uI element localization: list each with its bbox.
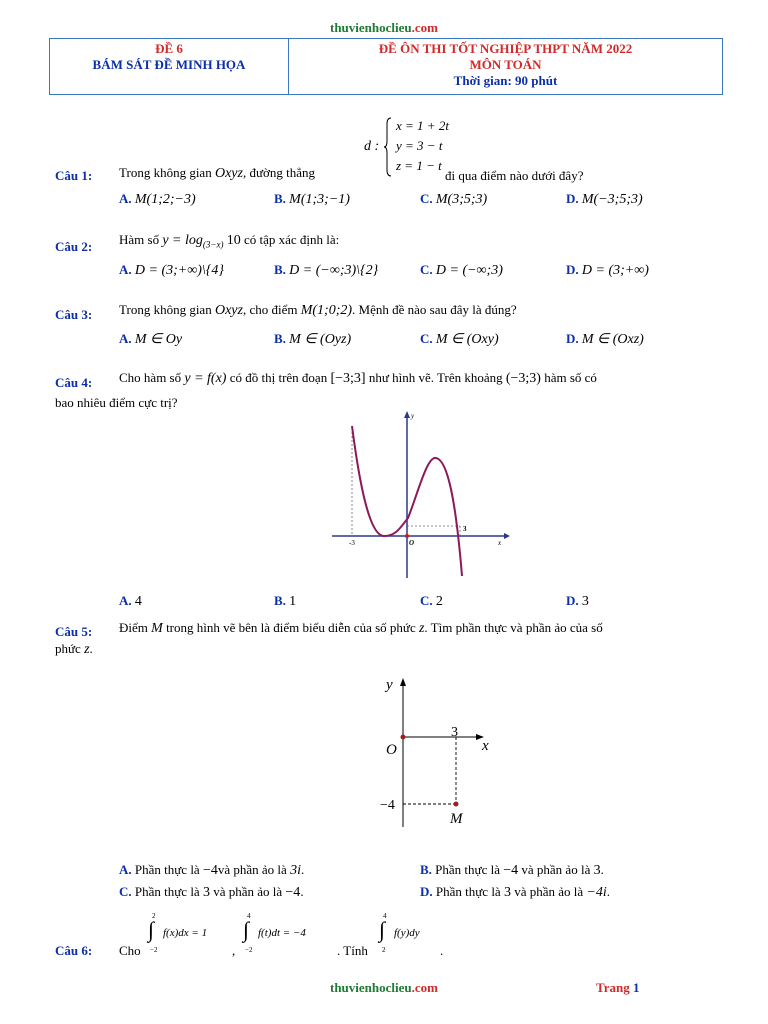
exam-code: ĐỀ 6 [155, 41, 183, 56]
page-number [596, 980, 639, 996]
y-axis-arrow [404, 411, 410, 418]
x-axis-arrow [504, 533, 510, 539]
q1-system-line: z = 1 − t [396, 158, 442, 173]
q2-option-c[interactable] [420, 262, 503, 279]
option-letter: B. [420, 862, 432, 877]
exam-title: ĐỀ ÔN THI TỐT NGHIỆP THPT NĂM 2022 [378, 41, 633, 56]
q2-math: y = log [162, 233, 203, 248]
integral-body: f(y)dy [394, 927, 420, 939]
option-value: D = (3;+∞)\{4} [134, 263, 224, 278]
origin-point [405, 534, 409, 538]
q5-text-part: . Tìm phần thực và phần ảo của số [424, 620, 603, 635]
site-name: thuvienhoclieu [330, 20, 412, 35]
site-tld: .com [411, 980, 438, 995]
site-header-link[interactable] [330, 20, 438, 36]
exam-code-block [50, 39, 288, 73]
q4-text-part: có đồ thị trên đoạn [229, 370, 328, 385]
q5-math: M [151, 621, 163, 636]
x-axis-label: x [498, 539, 502, 547]
q5-text-part: Điểm [119, 620, 148, 635]
q1-option-d[interactable] [566, 191, 643, 208]
option-letter: B. [274, 331, 286, 346]
page-label: Trang [596, 980, 630, 995]
exam-time: Thời gian: 90 phút [453, 73, 558, 88]
option-value: 3 [503, 885, 511, 900]
option-text: . [600, 862, 604, 877]
option-value: −4 [503, 863, 519, 878]
q1-text [119, 165, 315, 182]
q2-option-a[interactable] [119, 262, 224, 279]
q5-graph [370, 672, 500, 832]
integral-body: f(t)dt = −4 [258, 927, 306, 939]
q5-option-a[interactable] [119, 862, 304, 879]
y-axis-label: y [411, 412, 415, 420]
option-value: M(1;2;−3) [134, 192, 196, 207]
option-letter: A. [119, 593, 132, 608]
site-tld: .com [411, 20, 438, 35]
integral-lower: 2 [382, 946, 386, 954]
integral-body: f(x)dx = 1 [163, 927, 208, 939]
exam-title-block [289, 39, 722, 89]
option-value: M ∈ (Oxy) [435, 332, 499, 347]
option-value: M ∈ (Oyz) [289, 332, 352, 347]
q3-text [119, 302, 517, 319]
q5-text-line2 [55, 641, 93, 658]
option-value: M ∈ (Oxz) [581, 332, 644, 347]
q5-text-part: . [89, 641, 93, 656]
q1-brace [383, 116, 393, 178]
origin-label: O [386, 742, 397, 758]
q3-text-part: . Mệnh đề nào sau đây là đúng? [352, 302, 517, 317]
option-value: M(3;5;3) [435, 192, 488, 207]
q1-system-prefix: d : [364, 139, 380, 154]
option-value: −4i [586, 885, 607, 900]
q6-integral-2 [243, 912, 335, 958]
option-text: Phần thực là [134, 884, 200, 899]
q4-text-line2: bao nhiêu điểm cực trị? [55, 395, 178, 410]
q2-math-arg: 10 [226, 233, 241, 248]
exam-subtitle: BÁM SÁT ĐỀ MINH HỌA [92, 57, 246, 72]
option-text: Phần thực là [134, 862, 200, 877]
y-axis-label: y [386, 677, 393, 693]
option-value: 3 [593, 863, 601, 878]
integral-sign: ∫ [379, 917, 386, 942]
q5-text [119, 620, 603, 637]
q3-math: Oxyz [214, 303, 243, 318]
origin-label: O [409, 539, 415, 547]
option-text: . [300, 862, 305, 877]
q1-option-b[interactable] [274, 191, 350, 208]
q1-label: Câu 1: [55, 168, 93, 183]
integral-lower: −2 [150, 946, 158, 954]
q1-option-c[interactable] [420, 191, 487, 208]
q5-option-b[interactable] [420, 862, 604, 879]
q3-math: M(1;0;2) [300, 303, 353, 318]
q2-text [119, 232, 339, 250]
option-value: 4 [134, 594, 142, 609]
q4-option-c[interactable] [420, 593, 443, 610]
option-text: Phần thực là [435, 862, 500, 877]
q2-option-b[interactable] [274, 262, 378, 279]
exam-header [49, 38, 723, 95]
q3-text-part: , cho điểm [242, 302, 298, 317]
q2-option-d[interactable] [566, 262, 649, 279]
integral-upper: 4 [383, 912, 387, 920]
site-footer-link[interactable] [330, 980, 438, 996]
q3-option-c[interactable] [420, 331, 499, 348]
option-letter: C. [420, 262, 433, 277]
option-value: D = (−∞;3)\{2} [289, 263, 379, 278]
q6-text-2: . Tính [337, 943, 368, 958]
q4-text-part: Cho hàm số [119, 370, 182, 385]
q3-option-d[interactable] [566, 331, 644, 348]
option-value: −4 [202, 863, 218, 878]
page-value: 1 [632, 980, 640, 995]
option-value: M(1;3;−1) [289, 192, 350, 207]
x-axis-label: x [482, 738, 489, 754]
integral-upper: 4 [247, 912, 251, 920]
q6-integral-3 [379, 912, 444, 958]
tick-label: -3 [349, 539, 355, 547]
q4-math: [−3;3] [330, 371, 366, 386]
point-m [454, 802, 459, 807]
option-letter: D. [566, 262, 579, 277]
q5-option-c[interactable] [119, 884, 304, 901]
option-letter: B. [274, 593, 286, 608]
q4-option-b[interactable] [274, 593, 296, 610]
q1-text-part: Trong không gian [119, 165, 212, 180]
option-text: và phần ảo là [521, 862, 591, 877]
q4-math: (−3;3) [505, 371, 541, 386]
q3-option-a[interactable] [119, 331, 182, 348]
origin-point [401, 735, 406, 740]
option-letter: D. [566, 593, 579, 608]
q4-text-part: như hình vẽ. Trên khoảng [368, 370, 503, 385]
q3-option-b[interactable] [274, 331, 351, 348]
q6-integral-1 [148, 912, 240, 958]
option-letter: A. [119, 862, 132, 877]
option-value: D = (3;+∞) [581, 263, 649, 278]
option-value: D = (−∞;3) [435, 263, 503, 278]
q4-label: Câu 4: [55, 375, 93, 390]
q1-system-line: x = 1 + 2t [396, 118, 449, 133]
option-value: M(−3;5;3) [581, 192, 643, 207]
option-value: 3 [202, 885, 210, 900]
q6-label: Câu 6: [55, 943, 93, 958]
q6-text-end: . [440, 943, 444, 958]
q1-system-line: y = 3 − t [396, 138, 443, 153]
q5-text-part: phức [55, 641, 81, 656]
q4-math: y = f(x) [184, 371, 227, 386]
q4-option-d[interactable] [566, 593, 589, 610]
q4-text [119, 370, 597, 387]
integral-upper: 2 [152, 912, 156, 920]
integral-sign: ∫ [148, 917, 155, 942]
y-axis-arrow [400, 678, 406, 686]
option-letter: A. [119, 262, 132, 277]
tick-label: −4 [380, 798, 395, 813]
option-letter: A. [119, 191, 132, 206]
integral-lower: −2 [245, 946, 253, 954]
option-letter: C. [119, 884, 132, 899]
q4-option-a[interactable] [119, 593, 142, 610]
q4-text-part: hàm số có [544, 370, 597, 385]
q4-graph [332, 408, 524, 586]
q3-label: Câu 3: [55, 307, 93, 322]
option-letter: D. [420, 884, 433, 899]
q2-text-part: có tập xác định là: [243, 232, 340, 247]
option-letter: C. [420, 593, 433, 608]
option-letter: B. [274, 262, 286, 277]
option-letter: C. [420, 191, 433, 206]
option-text: và phần ảo là [213, 884, 283, 899]
integral-sign: ∫ [243, 917, 250, 942]
option-text: . [300, 884, 304, 899]
q5-label: Câu 5: [55, 624, 93, 639]
option-letter: D. [566, 191, 579, 206]
site-name: thuvienhoclieu [330, 980, 412, 995]
option-text: Phần thực là [435, 884, 501, 899]
q5-math: z [418, 621, 425, 636]
option-letter: B. [274, 191, 286, 206]
q1-math: Oxyz [214, 166, 243, 181]
option-value: 3 [581, 594, 589, 609]
q5-option-d[interactable] [420, 884, 610, 901]
q5-math: z [84, 642, 90, 657]
option-value: 3i [290, 863, 301, 878]
q2-text-part: Hàm số [119, 232, 160, 247]
point-label: M [450, 811, 463, 827]
q2-label: Câu 2: [55, 239, 93, 254]
option-text: và phần ảo là [217, 862, 287, 877]
q5-text-part: trong hình vẽ bên là điểm biểu diễn của số phức [166, 620, 416, 635]
option-value: −4 [285, 885, 301, 900]
option-letter: D. [566, 331, 579, 346]
option-value: 2 [435, 594, 443, 609]
option-text: và phần ảo là [514, 884, 584, 899]
tick-label: 3 [463, 525, 467, 533]
q3-text-part: Trong không gian [119, 302, 212, 317]
option-value: M ∈ Oy [134, 332, 183, 347]
exam-subject: MÔN TOÁN [469, 57, 542, 72]
q1-text-part: , đường thẳng [242, 165, 316, 180]
q6-sep: , [232, 943, 236, 958]
option-letter: C. [420, 331, 433, 346]
q1-text-end: đi qua điểm nào dưới đây? [445, 168, 584, 183]
tick-label: 3 [451, 725, 458, 740]
q6-text: Cho [119, 943, 141, 958]
option-letter: A. [119, 331, 132, 346]
q1-option-a[interactable] [119, 191, 196, 208]
option-value: 1 [289, 594, 297, 609]
option-text: . [606, 884, 610, 899]
q2-math-base: (3−x) [202, 239, 224, 250]
